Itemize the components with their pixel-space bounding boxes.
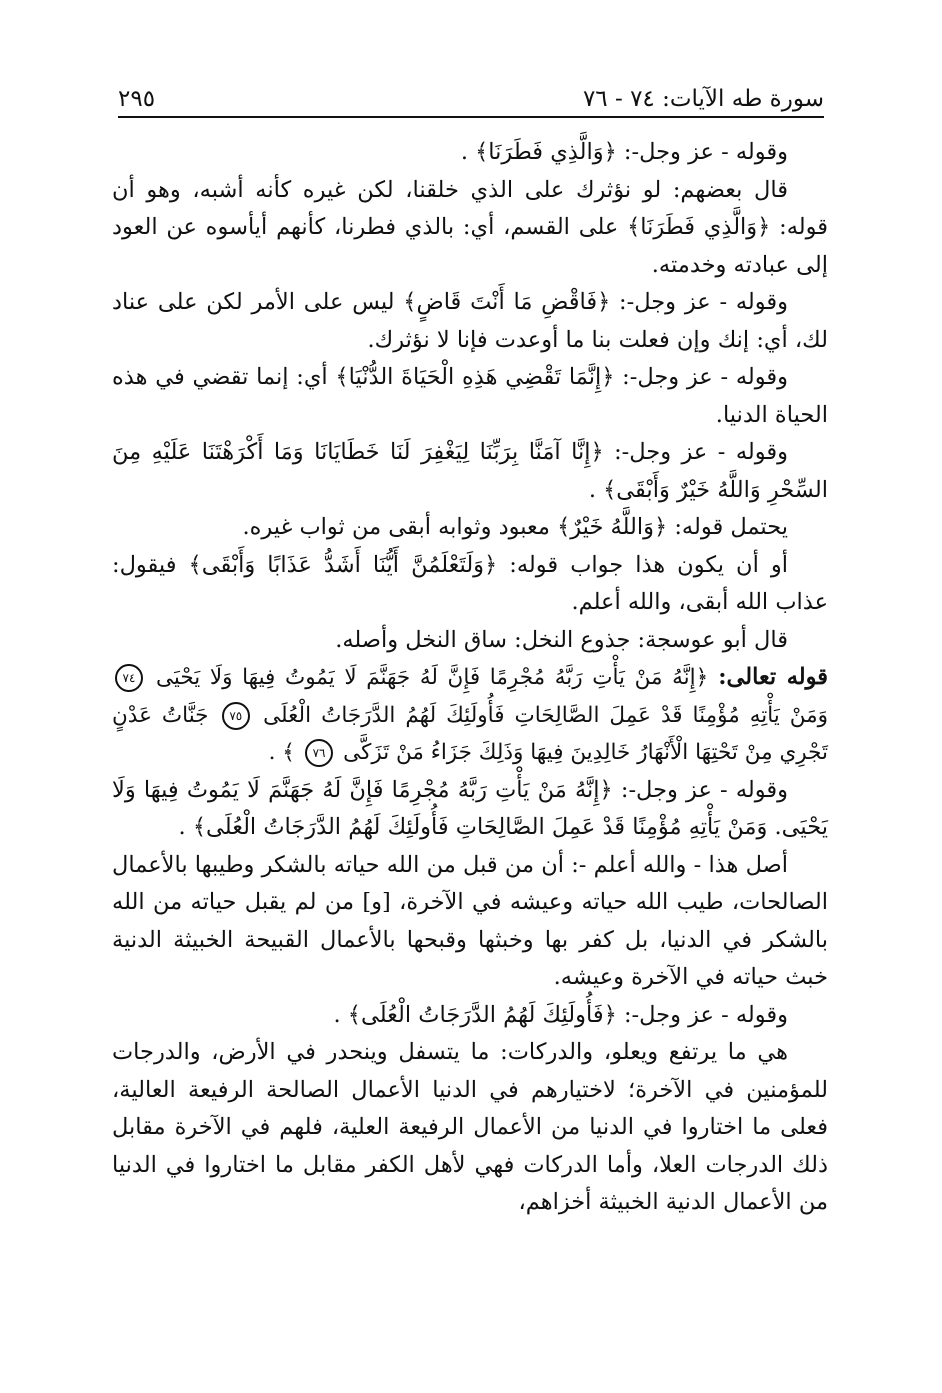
paragraph: هي ما يرتفع ويعلو، والدركات: ما يتسفل وينحدر في الأرض، والدرجات للمؤمنين في الآخرة؛ لاختيارهم في الدنيا الأعمال الصالحة الرفيعة العالية، فعلى ما اختاروا في الدنيا من الأعمال الرفيعة العلية، فلهم في الآخرة مقابل ذلك الدرجات العلا، وأما الدركات فهي لأهل الكفر مقابل ما اختاروا في الدنيا من الأعمال الدنية الخبيثة أخزاهم، — [112, 1039, 828, 1215]
paragraph: أو أن يكون هذا جواب قوله: ﴿وَلَتَعْلَمُنَّ أَيُّنَا أَشَدُّ عَذَابًا وَأَبْقَى﴾ فيقول: عذاب الله أبقى، والله أعلم. — [112, 551, 828, 615]
ayah-number-marker: ٧٦ — [305, 739, 333, 767]
verse-block — [112, 659, 828, 772]
verse-text: جَنَّاتُ عَدْنٍ تَجْرِي مِنْ تَحْتِهَا الْأَنْهَارُ خَالِدِينَ فِيهَا وَذَلِكَ جَزَاءُ مَنْ تَزَكَّى — [112, 702, 828, 765]
verse-text: ﴿إِنَّهُ مَنْ يَأْتِ رَبَّهُ مُجْرِمًا فَإِنَّ لَهُ جَهَنَّمَ لَا يَمُوتُ فِيهَا وَلَا يَحْيَى — [155, 665, 709, 690]
page-number: ٢٩٥ — [118, 86, 156, 112]
header-rule — [118, 116, 824, 118]
page-body — [112, 134, 828, 1222]
paragraph: أصل هذا - والله أعلم -: أن من قبل من الله حياته بالشكر وطيبها بالأعمال الصالحات، طيب الله حياته وعيشه في الآخرة، [و] من لم يقبل حياته من الله بالشكر في الدنيا، بل كفر بها وخبثها وقبحها بالأعمال القبيحة الخبيثة الدنية خبث حياته في الآخرة وعيشه. — [112, 851, 828, 990]
surah-title: سورة طه الآيات: ٧٤ - ٧٦ — [582, 86, 824, 112]
paragraph: وقوله - عز وجل-: ﴿فَأُولَئِكَ لَهُمُ الدَّرَجَاتُ الْعُلَى﴾ . — [333, 1001, 788, 1028]
paragraph: وقوله - عز وجل-: ﴿وَالَّذِي فَطَرَنَا﴾ . — [460, 139, 788, 165]
paragraph: وقوله - عز وجل-: ﴿إِنَّا آمَنَّا بِرَبِّنَا لِيَغْفِرَ لَنَا خَطَايَانَا وَمَا أَكْرَهْتَنَا عَلَيْهِ مِنَ السِّحْرِ وَاللَّهُ خَيْرٌ وَأَبْقَى﴾ . — [112, 439, 828, 503]
verse-heading: قوله تعالى: — [718, 664, 829, 690]
ayah-number-marker: ٧٤ — [115, 664, 143, 692]
paragraph: وقوله - عز وجل-: ﴿فَاقْضِ مَا أَنْتَ قَاضٍ﴾ ليس على الأمر لكن على عناد لك، أي: إنك وإن فعلت بنا ما أوعدت فإنا لا نؤثرك. — [112, 289, 828, 353]
paragraph: يحتمل قوله: ﴿وَاللَّهُ خَيْرٌ﴾ معبود وثوابه أبقى من ثواب غيره. — [242, 514, 788, 540]
paragraph: وقوله - عز وجل-: ﴿إِنَّهُ مَنْ يَأْتِ رَبَّهُ مُجْرِمًا فَإِنَّ لَهُ جَهَنَّمَ لَا يَمُوتُ فِيهَا وَلَا يَحْيَى. وَمَنْ يَأْتِهِ مُؤْمِنًا قَدْ عَمِلَ الصَّالِحَاتِ فَأُولَئِكَ لَهُمُ الدَّرَجَاتُ الْعُلَى﴾ . — [112, 776, 828, 840]
verse-text: وَمَنْ يَأْتِهِ مُؤْمِنًا قَدْ عَمِلَ الصَّالِحَاتِ فَأُولَئِكَ لَهُمُ الدَّرَجَاتُ الْعُلَى — [263, 702, 829, 728]
paragraph: قال بعضهم: لو نؤثرك على الذي خلقنا، لكن غيره كأنه أشبه، وهو أن قوله: ﴿وَالَّذِي فَطَرَنَا﴾ على القسم، أي: بالذي فطرنا، كأنهم أيأسوه عن العود إلى عبادته وخدمته. — [112, 176, 828, 278]
ayah-number-marker: ٧٥ — [222, 702, 250, 730]
page-header — [118, 74, 824, 112]
paragraph: قال أبو عوسجة: جذوع النخل: ساق النخل وأصله. — [335, 626, 788, 653]
verse-end: ﴾ . — [268, 740, 295, 765]
paragraph: وقوله - عز وجل-: ﴿إِنَّمَا تَقْضِي هَذِهِ الْحَيَاةَ الدُّنْيَا﴾ أي: إنما تقضي في هذه الحياة الدنيا. — [112, 364, 828, 428]
